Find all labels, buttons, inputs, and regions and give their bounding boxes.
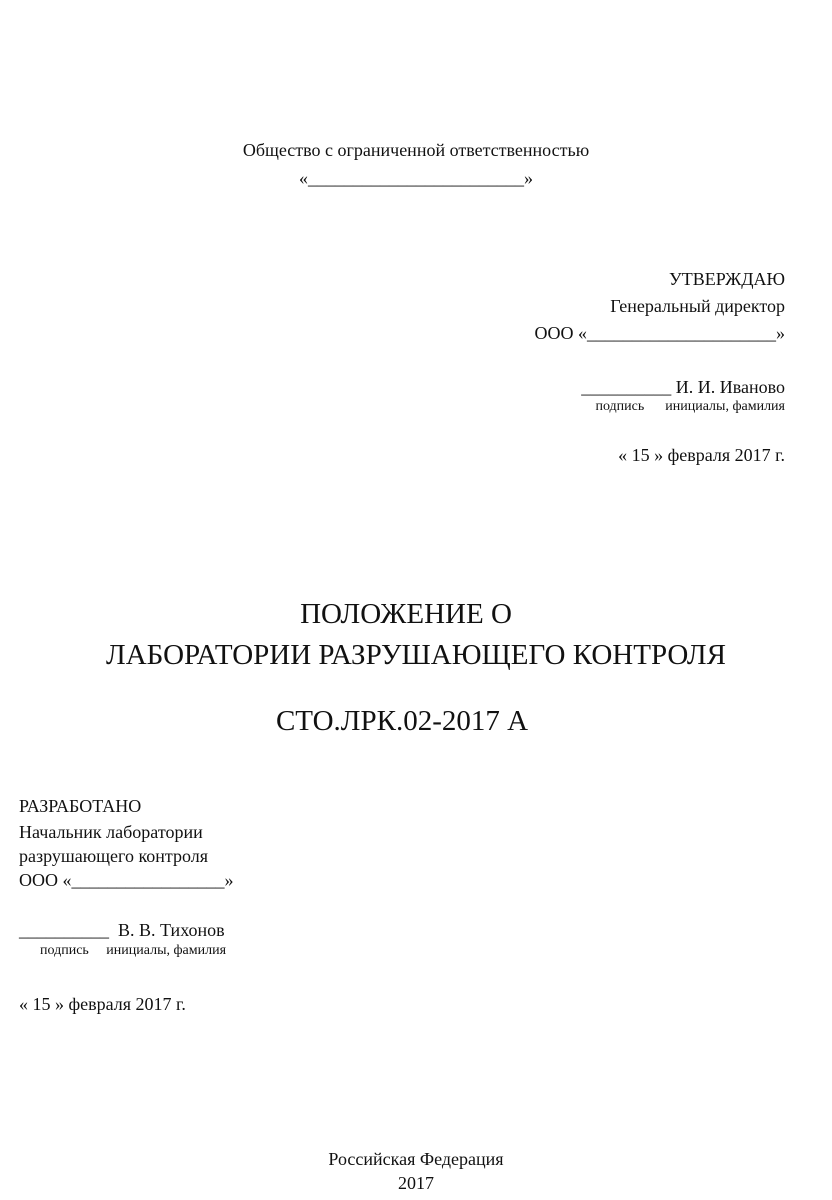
organization-name-blank: «________________________»	[299, 168, 533, 188]
developer-company: ООО «_________________»	[19, 870, 234, 890]
document-title-line2: ЛАБОРАТОРИИ РАЗРУШАЮЩЕГО КОНТРОЛЯ	[106, 639, 726, 671]
approver-signature-line: __________ И. И. Иваново	[581, 377, 785, 397]
developer-position-line1: Начальник лаборатории	[19, 822, 203, 842]
developed-heading: РАЗРАБОТАНО	[19, 796, 142, 816]
developer-signature-line: __________ В. В. Тихонов	[19, 920, 225, 940]
approver-position: Генеральный директор	[610, 296, 785, 316]
approval-date: « 15 » февраля 2017 г.	[618, 445, 785, 465]
document-code: СТО.ЛРК.02-2017 А	[275, 705, 529, 737]
developer-position-line2: разрушающего контроля	[19, 846, 209, 866]
document-title-line1: ПОЛОЖЕНИЕ О	[300, 598, 512, 630]
organization-line: Общество с ограниченной ответственностью	[242, 140, 590, 160]
footer-year: 2017	[398, 1173, 434, 1193]
approver-signature-caption: подпись инициалы, фамилия	[595, 399, 785, 414]
footer-country: Российская Федерация	[328, 1149, 504, 1169]
approver-company: ООО «_____________________»	[534, 323, 785, 343]
approve-heading: УТВЕРЖДАЮ	[668, 269, 785, 289]
developer-signature-caption: подпись инициалы, фамилия	[40, 943, 227, 958]
developed-date: « 15 » февраля 2017 г.	[19, 994, 186, 1014]
